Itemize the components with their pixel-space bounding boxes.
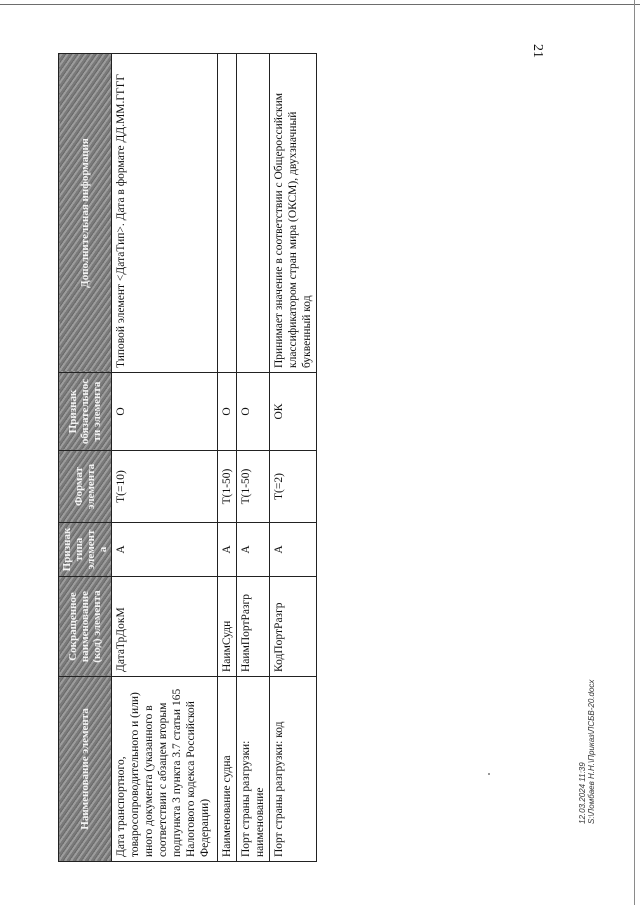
- cell-element-code: ДатаТрДокМ: [112, 577, 218, 677]
- cell-element-code: НаимСудн: [218, 577, 237, 677]
- cell-element-code: КодПортРазгр: [270, 577, 317, 677]
- file-stamp: [578, 680, 596, 824]
- cell-element-code: НаимПортРазгр: [237, 577, 270, 677]
- cell-element-name: Наименование судна: [218, 677, 237, 862]
- cell-additional-info: Типовой элемент <ДатаТип>. Дата в формате ДД.ММ.ГГГГ: [112, 54, 218, 373]
- cell-element-format: T(=2): [270, 451, 317, 523]
- cell-element-type: А: [112, 523, 218, 577]
- cell-additional-info: [218, 54, 237, 373]
- header-element-name: Наименование элемента: [59, 677, 112, 862]
- header-element-type: Признак типа элемента: [59, 523, 112, 577]
- table-header-row: [59, 54, 112, 862]
- header-element-code: Сокращенное наименование (код) элемента: [59, 577, 112, 677]
- element-table: [58, 53, 317, 862]
- page-number: 21: [530, 44, 545, 58]
- cell-element-format: T(=10): [112, 451, 218, 523]
- cell-element-required: О: [218, 373, 237, 451]
- file-stamp-path: S:\Ломбаев Н.Н.\Приказ\ЛСБВ-20.docx: [587, 679, 596, 824]
- table-row: [112, 54, 218, 862]
- cell-element-required: ОК: [270, 373, 317, 451]
- header-element-required: Признак обязательности элемента: [59, 373, 112, 451]
- cell-element-type: А: [218, 523, 237, 577]
- cell-element-required: О: [112, 373, 218, 451]
- cell-additional-info: [237, 54, 270, 373]
- cell-element-name: Порт страны разгрузки: код: [270, 677, 317, 862]
- table-row: [270, 54, 317, 862]
- header-additional-info: Дополнительная информация: [59, 54, 112, 373]
- page-edge-right: [634, 0, 635, 905]
- page-edge-top: [0, 4, 640, 5]
- table-row: [237, 54, 270, 862]
- cell-element-type: А: [270, 523, 317, 577]
- cell-element-format: T(1-50): [237, 451, 270, 523]
- cell-element-required: О: [237, 373, 270, 451]
- header-element-format: Формат элемента: [59, 451, 112, 523]
- cell-element-type: А: [237, 523, 270, 577]
- cell-element-format: T(1-50): [218, 451, 237, 523]
- cell-element-name: Дата транспортного, товаросопроводительного и (или) иного документа (указанного в соответствии с абзацем вторым подпункта 3 пункта 3.7 статьи 165 Налогового кодекса Российской Федерации): [112, 677, 218, 862]
- scan-speck: [488, 773, 490, 775]
- element-table-wrapper: [58, 54, 313, 862]
- table-row: [218, 54, 237, 862]
- cell-element-name: Порт страны разгрузки: наименование: [237, 677, 270, 862]
- cell-additional-info: Принимает значение в соответствии с Общероссийским классификатором стран мира (ОКСМ), двухзначный буквенный код: [270, 54, 317, 373]
- file-stamp-date: 12.03.2024 11:39: [578, 762, 587, 824]
